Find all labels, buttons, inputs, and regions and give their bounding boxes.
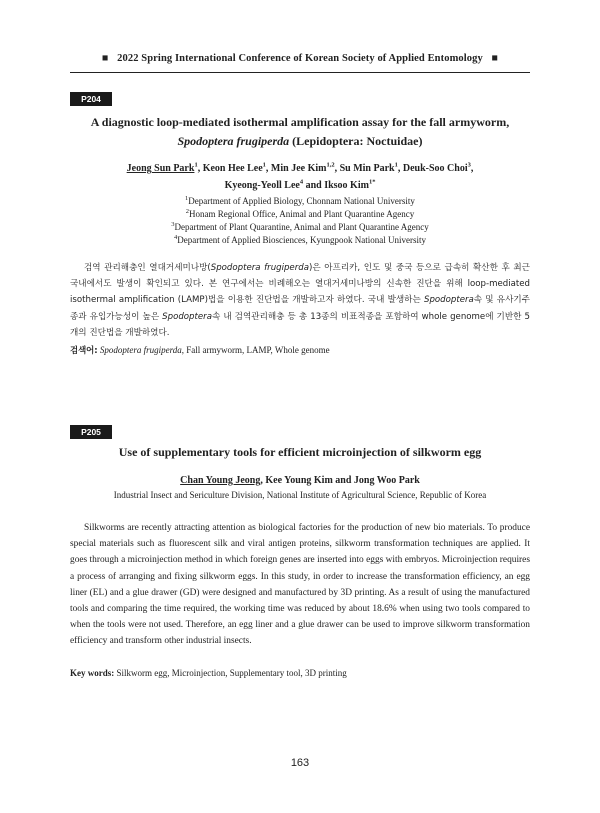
- author-name: Keon Hee Lee: [202, 163, 263, 174]
- author-name: Su Min Park: [339, 163, 395, 174]
- conference-header: [0, 53, 600, 64]
- affiliation-item: $^1$Department of Applied Biology, Chonnam National University: [185, 195, 415, 206]
- header-rule: [70, 72, 530, 73]
- affiliation-item: Industrial Insect and Sericulture Division, National Institute of Agricultural Science, Republic of Korea: [113, 490, 487, 500]
- author-sup: 4: [299, 178, 304, 186]
- header-title: 2022 Spring International Conference of Korean Society of Applied Entomology: [117, 53, 483, 64]
- paper-title: [70, 113, 530, 151]
- co-authors: , Kee Young Kim and Jong Woo Park: [260, 475, 420, 486]
- species-name: Spodoptera frugiperda: [99, 345, 182, 355]
- paper-title-line2: [70, 132, 530, 151]
- author-name: Min Jee Kim: [270, 163, 327, 174]
- paper-title: Use of supplementary tools for efficient microinjection of silkworm egg: [118, 445, 482, 459]
- author-name: Kyeong-Yeoll Lee: [224, 180, 300, 191]
- paper-id-badge: P204: [70, 92, 112, 106]
- page-number: 163: [290, 757, 310, 769]
- author-sup: 1: [262, 161, 266, 169]
- author-sup: 1: [394, 161, 398, 169]
- paper-title-line1: A diagnostic loop-mediated isothermal amplification assay for the fall armyworm,: [90, 115, 510, 129]
- affiliation-item: $^2$Honam Regional Office, Animal and Plant Quarantine Agency: [185, 208, 415, 219]
- author-line-2: Kyeong-Yeoll Lee$^4$ and Iksoo Kim$^{1*}$: [224, 178, 376, 191]
- paper-id-badge: P205: [70, 425, 112, 439]
- affiliation-list: [70, 195, 530, 247]
- author-sup: 1,2: [326, 161, 335, 169]
- abstract-english: Silkworms are recently attracting attention as biological factories for the production of new bio materials. To produce special materials such as fluorescent silk and viral antigen proteins, silkworm transformation techniques are applied. It goes through a microinjection method in which foreign genes are inserted into eggs with embryos. Microinjection requires a process of arranging and fixing silkworm eggs. In this study, in order to increase the transformation efficiency, an egg liner (EL) and a glue drawer (GD) were designed and manufactured by 3D printing. As a result of using the manufactured tools and comparing the time required, the working time was reduced by about 18.6% when using two tools compared to when the tools were not used. Therefore, an egg liner and a glue drawer can be used to improve silkworm transformation efficiency and transform other industrial insects.: [70, 523, 530, 647]
- author-name: Jeong Sun Park: [126, 163, 195, 174]
- keywords-p205: Key words: Silkworm egg, Microinjection, Supplementary tool, 3D printing: [70, 668, 347, 678]
- header-marker-right: ■: [491, 53, 499, 64]
- species-name: Spodoptera frugiperda: [210, 263, 309, 273]
- affiliation-item: $^3$Department of Plant Quarantine, Animal and Plant Quarantine Agency: [171, 221, 429, 232]
- keywords-p204: 검색어: Spodoptera frugiperda, Fall armyworm, LAMP, Whole genome: [70, 345, 330, 355]
- affiliation-item: $^4$Department of Applied Biosciences, Kyungpook National University: [174, 234, 426, 245]
- genus-name: Spodoptera: [162, 311, 212, 322]
- abstract-korean: 검역 관리해충인 열대거세미나방(Spodoptera frugiperda)은 아프리카, 인도 및 중국 등으로 급속히 확산한 후 최근 국내에서도 발생이 확인되고 있다. 본 연구에서는 비례해오는 열대거세미나방의 신속한 진단을 위해 loop-mediated isothermal amplification (LAMP)법을 이용한 진단법을 개발하고자 하였다. 국내 발생하는 Spodoptera속 및 유사기주 종과 유입가능성이 높은 Spodoptera속 내 검역관리해충 등 총 13종의 비표적종을 포함하여 whole genome에 기반한 5개의 진단법을 개발하였다.: [70, 263, 530, 338]
- genus-name: Spodoptera: [423, 295, 474, 306]
- header-marker-left: ■: [101, 53, 109, 64]
- author-sup: 1: [194, 161, 198, 169]
- species-name: Spodoptera frugiperda: [177, 134, 290, 148]
- author-list: [70, 472, 530, 489]
- keywords-label: Key words:: [70, 668, 115, 678]
- keywords-label: 검색어:: [70, 345, 98, 355]
- presenting-author: Chan Young Jeong: [180, 475, 261, 486]
- author-sup: 3: [467, 161, 471, 169]
- author-list: [70, 160, 530, 194]
- author-line-1: Jeong Sun Park$^1$, Keon Hee Lee$^1$, Min Jee Kim$^{1,2}$, Su Min Park$^1$, Deuk-Soo Choi$^3$,: [126, 161, 474, 174]
- author-name: Iksoo Kim: [324, 180, 369, 191]
- paper-title-rest: (Lepidoptera: Noctuidae): [289, 134, 423, 148]
- author-name: Deuk-Soo Choi: [402, 163, 468, 174]
- author-sup: 1*: [368, 178, 376, 186]
